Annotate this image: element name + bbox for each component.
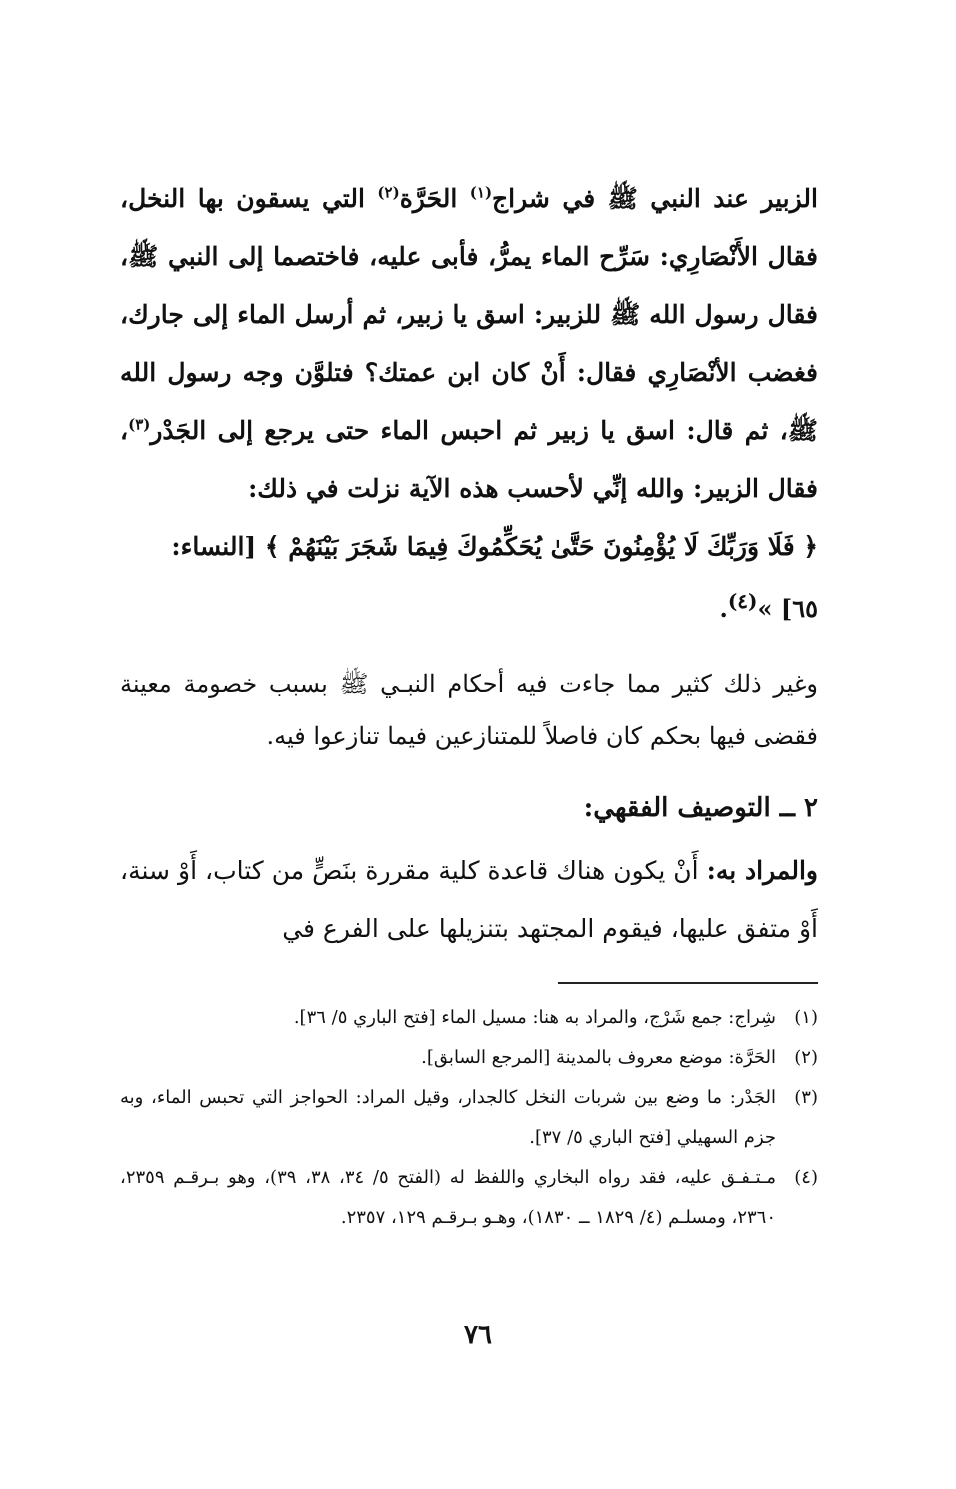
footnote-text: مـتـفـق عليه، فقد رواه البخاري واللفظ له (الفتح ٥/ ٣٤، ٣٨، ٣٩)، وهو بـرقـم ٢٣٥٩، ٢٣٦٠، ومسلـم (٤/ ١٨٢٩ ــ ١٨٣٠)، وهـو بـرقـم ١٢٩، ٢٣٥٧. xyxy=(120,1167,776,1228)
quran-verse: ﴿ فَلَا وَرَبِّكَ لَا يُؤْمِنُونَ حَتَّىٰ يُحَكِّمُوكَ فِيمَا شَجَرَ بَيْنَهُمْ ﴾ [النساء: xyxy=(171,532,818,561)
footnote-number: (٤) xyxy=(794,1167,818,1188)
footnote-1 xyxy=(120,998,818,1038)
footnote-text: شِراج: جمع شَرْج، والمراد به هنا: مسيل الماء [فتح الباري ٥/ ٣٦]. xyxy=(293,1007,776,1028)
verse-end-dot: . xyxy=(719,594,728,623)
footnote-divider xyxy=(558,982,818,984)
definition-paragraph xyxy=(120,842,818,958)
hadith-text-part-2: الحَرَّة xyxy=(399,184,470,213)
footnote-4 xyxy=(120,1158,818,1238)
footnote-ref-2[interactable]: (٢) xyxy=(377,183,400,202)
hadith-text-part-1: الزبير عند النبي ﷺ في شراج xyxy=(492,184,818,213)
section-heading: ٢ ــ التوصيف الفقهي: xyxy=(583,793,818,823)
footnote-ref-1[interactable]: (١) xyxy=(469,183,493,202)
footnote-text: الحَرَّة: موضع معروف بالمدينة [المرجع السابق]. xyxy=(421,1047,776,1068)
footnotes xyxy=(120,998,818,1238)
hadith-text-part-4: ، فقال الزبير: والله إنِّي لأحسب هذه الآية نزلت في ذلك: xyxy=(120,416,818,503)
hadith-text-part-3: التي يسقون بها النخل، فقال الأَنْصَارِي: سَرِّح الماء يمرُّ، فأبى عليه، فاختصما إلى النبي ﷺ، فقال رسول الله ﷺ للزبير: اسق يا زبير، ثم أرسل الماء إلى جارك، فغضب الأنْصَارِي فقال: أَنْ كان ابن عمتك؟ فتلوَّن وجه رسول الله ﷺ، ثم قال: اسق يا زبير ثم احبس الماء حتى يرجع إلى الجَدْر xyxy=(120,184,818,445)
footnote-ref-4[interactable]: (٤) xyxy=(727,589,758,613)
definition-text: أَنْ يكون هناك قاعدة كلية مقررة بنَصٍّ من كتاب، أَوْ سنة، أَوْ متفق عليها، فيقوم المجتهد بتنزيلها على الفرع في xyxy=(120,856,818,943)
page-body xyxy=(120,170,818,1238)
footnote-text: الجَدْر: ما وضع بين شربات النخل كالجدار، وقيل المراد: الحواجز التي تحبس الماء، وبه جزم السهيلي [فتح الباري ٥/ ٣٧]. xyxy=(120,1087,776,1148)
footnote-number: (٢) xyxy=(794,1047,818,1068)
verse-reference-tail xyxy=(120,576,818,634)
hadith-paragraph xyxy=(120,170,818,518)
second-paragraph: وغير ذلك كثير مما جاءت فيه أحكام النبـي ﷺ بسبب خصومة معينة فقضى فيها بحكم كان فاصلاً للمتنازعين فيما تنازعوا فيه. xyxy=(120,670,818,750)
page-number: ٧٦ xyxy=(464,1320,492,1350)
footnote-ref-3[interactable]: (٣) xyxy=(128,415,151,434)
footnote-2 xyxy=(120,1038,818,1078)
verse-number: ٦٥] » xyxy=(757,594,818,623)
definition-lead: والمراد به: xyxy=(706,856,818,885)
footnote-number: (١) xyxy=(794,1007,818,1028)
footnote-number: (٣) xyxy=(794,1087,818,1108)
footnote-3 xyxy=(120,1078,818,1158)
